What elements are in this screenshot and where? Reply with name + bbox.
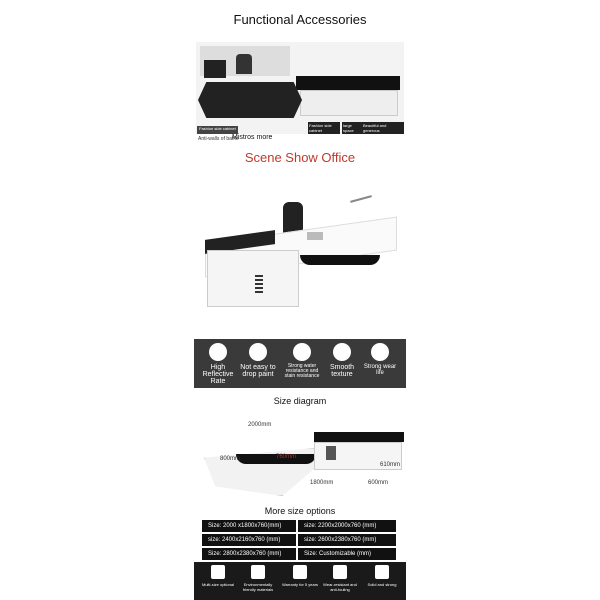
shield-icon: [293, 565, 307, 579]
size-option[interactable]: Size: Customizable (mm): [298, 548, 396, 560]
size-option[interactable]: Size: 2800x2380x760 (mm): [202, 548, 296, 560]
caption-fashion: Fashion side cabinet: [308, 122, 340, 134]
dim-top: 2000mm: [248, 422, 272, 428]
feature-item: High Reflective Rate: [198, 343, 238, 385]
scene-title: Scene Show Office: [244, 150, 356, 165]
scene-photo: [195, 180, 407, 330]
dim-bottom-right: 600mm: [368, 480, 389, 486]
bottom-feature-item: Solid and strong: [362, 565, 402, 587]
functional-title: Functional Accessories: [233, 12, 367, 27]
dim-left: 800mm: [220, 456, 241, 462]
features-strip: [194, 339, 406, 388]
size-diagram-image: [196, 418, 406, 510]
caption-anti-walls: Anti-walls of baffle: [198, 136, 239, 142]
dim-mid: 760mm: [276, 454, 297, 460]
water-drop-icon: [293, 343, 311, 361]
caption-large: large space: [342, 122, 362, 134]
bottom-feature-item: Warranty for 5 years: [280, 565, 320, 587]
bottom-feature-item: Wear-resistant and anti-fouling: [320, 565, 360, 592]
bottom-feature-item: Environmentally friendly materials: [238, 565, 278, 592]
feature-item: Strong wear life: [360, 343, 400, 376]
feature-item: Not easy to drop paint: [238, 343, 278, 378]
dim-right: 610mm: [380, 462, 401, 468]
reflect-icon: [209, 343, 227, 361]
gear-icon: [333, 565, 347, 579]
dim-bottom: 1800mm: [310, 480, 334, 486]
feature-item: Smooth texture: [322, 343, 362, 378]
caption-beautiful: Beautiful and generous: [362, 122, 404, 134]
size-option[interactable]: size: 2600x2380x760 (mm): [298, 534, 396, 546]
texture-icon: [333, 343, 351, 361]
bottom-features-strip: [194, 562, 406, 600]
recycle-icon: [251, 565, 265, 579]
more-sizes-title: More size options: [264, 506, 336, 516]
feature-item: Strong water resistance and stain resistance: [280, 343, 324, 379]
paint-icon: [249, 343, 267, 361]
size-option[interactable]: size: 2200x2000x760 (mm): [298, 520, 396, 532]
bottom-feature-item: Multi-size optional: [198, 565, 238, 587]
size-option[interactable]: Size: 2000 x1800x760(mm): [202, 520, 296, 532]
hourglass-icon: [371, 343, 389, 361]
grid-icon: [211, 565, 225, 579]
box-icon: [375, 565, 389, 579]
size-option[interactable]: size: 2400x2160x760 (mm): [202, 534, 296, 546]
size-diagram-title: Size diagram: [273, 396, 327, 406]
caption-cabinet: Fashion side cabinet: [199, 126, 236, 131]
accessories-photo: [196, 42, 404, 134]
caption-more: Mistros more: [232, 134, 273, 141]
